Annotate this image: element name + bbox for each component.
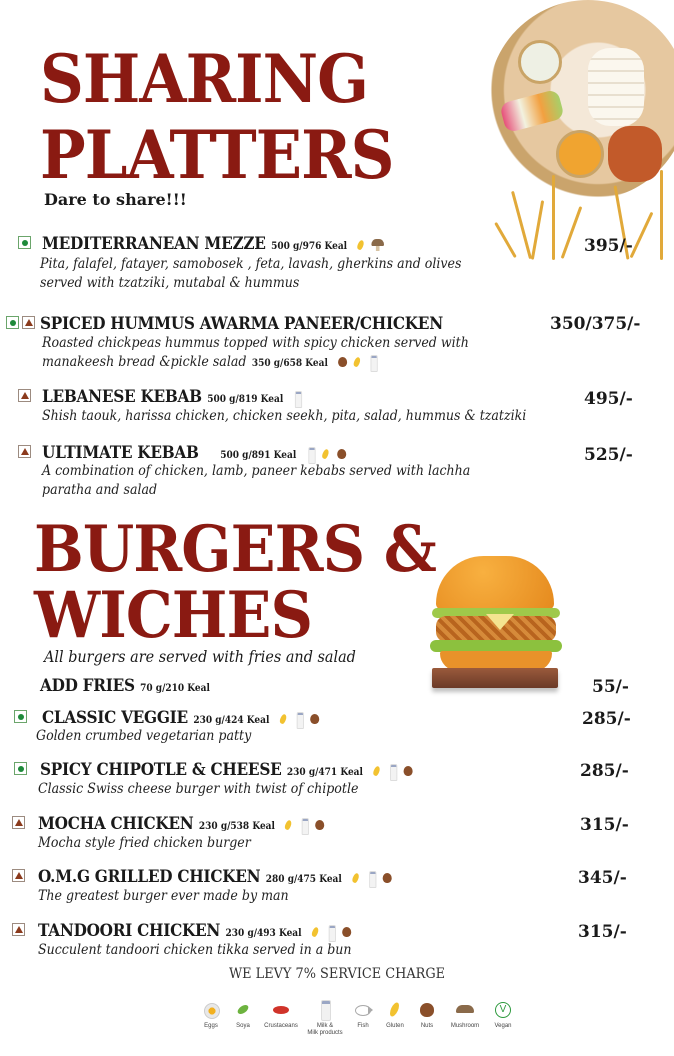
- item-description-line1: Mocha style fried chicken burger: [38, 835, 251, 851]
- diet-badges: [6, 316, 35, 329]
- diet-badges: [14, 710, 27, 723]
- item-name: O.M.G GRILLED CHICKEN: [38, 867, 261, 887]
- nonveg-icon: [12, 923, 25, 936]
- allergen-icons: [278, 712, 319, 726]
- item-weight-kcal: 230 g/471 Keal: [286, 767, 363, 778]
- item-name: MEDITERRANEAN MEZZE: [42, 234, 266, 254]
- allergen-icons: [337, 355, 378, 369]
- nonveg-icon: [18, 445, 31, 458]
- burger-image: [430, 556, 562, 690]
- item-weight-kcal: 230 g/493 Keal: [225, 928, 302, 939]
- item-description-line1: Roasted chickpeas hummus topped with spicy chicken served with: [42, 335, 469, 351]
- item-description-line1: Succulent tandoori chicken tikka served in a bun: [38, 942, 352, 958]
- item-price: 350/375/-: [550, 314, 641, 334]
- item-description-line1: Pita, falafel, fatayer, samobosek , feta, lavash, gherkins and olives: [40, 256, 462, 272]
- item-weight-kcal: 350 g/658 Keal: [251, 358, 328, 369]
- legend-crustaceans: Crustaceans: [262, 1000, 300, 1037]
- item-description-line2: served with tzatziki, mutabal & hummus: [40, 275, 300, 291]
- item-weight-kcal: 280 g/475 Keal: [265, 874, 342, 885]
- allergen-icons: [292, 391, 303, 405]
- item-name: SPICED HUMMUS AWARMA PANEER/CHICKEN: [40, 314, 443, 334]
- item-name: MOCHA CHICKEN: [38, 814, 194, 834]
- item-weight-kcal: 230 g/538 Keal: [198, 821, 275, 832]
- item-price: 395/-: [584, 236, 633, 256]
- item-description-line1: Shish taouk, harissa chicken, chicken seekh, pita, salad, hummus & tzatziki: [42, 408, 527, 424]
- item-weight-kcal: 230 g/424 Keal: [193, 715, 270, 726]
- legend-soya: Soya: [230, 1000, 256, 1037]
- item-name: LEBANESE KEBAB: [42, 387, 202, 407]
- item-weight-kcal: 500 g/819 Keal: [207, 394, 284, 405]
- milk-icon: [326, 925, 337, 939]
- section-title-burgers: BURGERS &: [34, 512, 437, 587]
- gluten-icon: [356, 238, 367, 252]
- item-description-line1: A combination of chicken, lamb, paneer kebabs served with lachha: [42, 463, 471, 479]
- legend-fish: Fish: [350, 1000, 376, 1037]
- item-price: 315/-: [580, 815, 629, 835]
- item-description-line1: Classic Swiss cheese burger with twist of chipotle: [38, 781, 359, 797]
- veg-icon: [14, 710, 27, 723]
- item-weight-kcal: 500 g/976 Keal: [271, 241, 348, 252]
- legend-mushroom: Mushroom: [446, 1000, 484, 1037]
- legend-milk: Milk & Milk products: [306, 1000, 344, 1037]
- diet-badges: [18, 389, 31, 402]
- crustaceans-icon: [271, 1000, 291, 1020]
- legend-gluten: Gluten: [382, 1000, 408, 1037]
- allergen-legend: [198, 1000, 516, 1037]
- veg-icon: [18, 236, 31, 249]
- nuts-icon: [381, 871, 392, 885]
- gluten-icon: [352, 355, 363, 369]
- milk-icon: [367, 355, 378, 369]
- nuts-icon: [341, 925, 352, 939]
- milk-icon: [315, 1000, 335, 1020]
- soya-icon: [233, 1000, 253, 1020]
- item-name: ADD FRIES: [40, 676, 135, 696]
- item-description-line1: The greatest burger ever made by man: [38, 888, 289, 904]
- gluten-icon: [284, 818, 295, 832]
- legend-eggs: Eggs: [198, 1000, 224, 1037]
- diet-badges: [18, 445, 31, 458]
- diet-badges: [18, 236, 31, 249]
- pita-stack: [588, 48, 644, 126]
- nuts-icon: [336, 447, 347, 461]
- nonveg-icon: [22, 316, 35, 329]
- item-name: ULTIMATE KEBAB: [42, 443, 199, 463]
- section-title-platters: PLATTERS: [40, 116, 394, 194]
- item-description-line2: manakeesh bread &pickle salad: [42, 354, 247, 370]
- item-price: 55/-: [592, 677, 629, 697]
- pickled-vegetables: [499, 89, 565, 134]
- nuts-icon: [417, 1000, 437, 1020]
- tzatziki-bowl: [518, 40, 562, 84]
- item-weight-kcal: 70 g/210 Keal: [140, 683, 210, 694]
- milk-icon: [292, 391, 303, 405]
- legend-nuts: Nuts: [414, 1000, 440, 1037]
- veg-icon: [6, 316, 19, 329]
- item-price: 285/-: [580, 761, 629, 781]
- fish-icon: [353, 1000, 373, 1020]
- item-weight-kcal: 500 g/891 Keal: [220, 450, 297, 461]
- gluten-icon: [321, 447, 332, 461]
- diet-badges: [12, 816, 25, 829]
- item-name: TANDOORI CHICKEN: [38, 921, 221, 941]
- item-name: SPICY CHIPOTLE & CHEESE: [40, 760, 282, 780]
- gluten-icon: [351, 871, 362, 885]
- allergen-icons: [305, 447, 346, 461]
- diet-badges: [14, 762, 27, 775]
- milk-icon: [366, 871, 377, 885]
- nuts-icon: [315, 818, 326, 832]
- gluten-icon: [385, 1000, 405, 1020]
- item-price: 525/-: [584, 445, 633, 465]
- nuts-icon: [403, 764, 414, 778]
- nonveg-icon: [12, 816, 25, 829]
- gluten-icon: [372, 764, 383, 778]
- allergen-icons: [356, 238, 382, 252]
- diet-badges: [12, 923, 25, 936]
- diet-badges: [12, 869, 25, 882]
- vegan-icon: [493, 1000, 513, 1020]
- allergen-icons: [351, 871, 392, 885]
- item-price: 495/-: [584, 389, 633, 409]
- milk-icon: [294, 712, 305, 726]
- gluten-icon: [311, 925, 322, 939]
- sharing-tagline: Dare to share!!!: [44, 190, 187, 209]
- burgers-tagline: All burgers are served with fries and salad: [44, 647, 356, 666]
- nuts-icon: [337, 355, 348, 369]
- section-title-wiches: WICHES: [34, 578, 313, 653]
- nonveg-icon: [18, 389, 31, 402]
- item-name: CLASSIC VEGGIE: [42, 708, 188, 728]
- service-charge-note: WE LEVY 7% SERVICE CHARGE: [228, 966, 446, 982]
- milk-icon: [299, 818, 310, 832]
- mushroom-icon: [455, 1000, 475, 1020]
- gluten-icon: [278, 712, 289, 726]
- item-price: 285/-: [582, 709, 631, 729]
- milk-icon: [387, 764, 398, 778]
- item-price: 345/-: [578, 868, 627, 888]
- milk-icon: [305, 447, 316, 461]
- item-price: 315/-: [578, 922, 627, 942]
- veg-icon: [14, 762, 27, 775]
- legend-vegan: V Vegan: [490, 1000, 516, 1037]
- nonveg-icon: [12, 869, 25, 882]
- nuts-icon: [309, 712, 320, 726]
- section-title-sharing: SHARING: [40, 40, 369, 118]
- allergen-icons: [311, 925, 352, 939]
- item-description-line1: Golden crumbed vegetarian patty: [36, 728, 252, 744]
- mushroom-icon: [371, 238, 382, 252]
- eggs-icon: [201, 1000, 221, 1020]
- allergen-icons: [284, 818, 325, 832]
- allergen-icons: [372, 764, 413, 778]
- item-description-line2: paratha and salad: [42, 482, 158, 498]
